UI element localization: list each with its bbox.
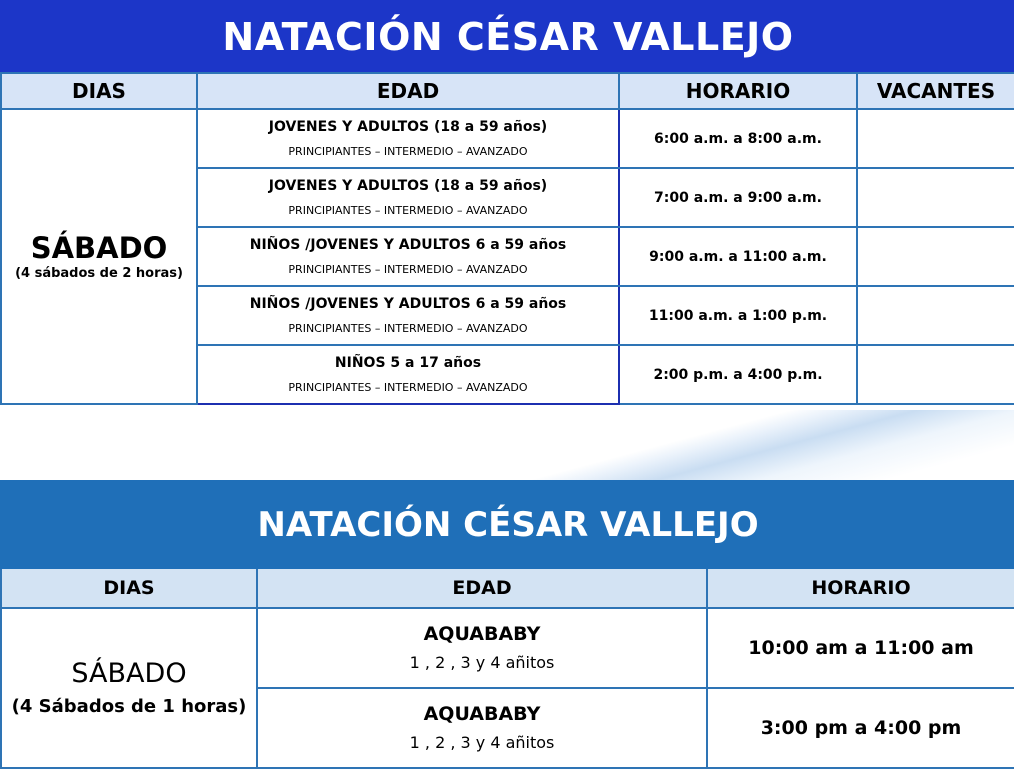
- schedule-cell: 3:00 pm a 4:00 pm: [707, 688, 1014, 768]
- age-cell: [197, 227, 619, 286]
- age-cell: [197, 345, 619, 404]
- table-row: [1, 109, 1014, 168]
- column-header-age: EDAD: [197, 73, 619, 109]
- age-group: JOVENES Y ADULTOS (18 a 59 años): [268, 177, 548, 194]
- age-cell: [257, 608, 707, 688]
- skill-levels: PRINCIPIANTES – INTERMEDIO – AVANZADO: [288, 380, 528, 394]
- age-cell: [197, 286, 619, 345]
- day-name: SÁBADO: [71, 658, 187, 689]
- schedule-cell: 7:00 a.m. a 9:00 a.m.: [619, 168, 857, 227]
- column-header-days: DIAS: [1, 73, 197, 109]
- day-cell: [1, 608, 257, 768]
- vacancies-cell: [857, 286, 1014, 345]
- age-group: NIÑOS 5 a 17 años: [334, 354, 482, 371]
- age-group: NIÑOS /JOVENES Y ADULTOS 6 a 59 años: [249, 295, 567, 312]
- schedule-cell: 2:00 p.m. a 4:00 p.m.: [619, 345, 857, 404]
- age-cell: [257, 688, 707, 768]
- table-title: NATACIÓN CÉSAR VALLEJO: [1, 481, 1014, 568]
- column-header-vacancies: VACANTES: [857, 73, 1014, 109]
- decorative-wave-band: [0, 410, 1014, 480]
- header-row: [1, 73, 1014, 109]
- column-header-schedule: HORARIO: [707, 568, 1014, 608]
- skill-levels: PRINCIPIANTES – INTERMEDIO – AVANZADO: [288, 321, 528, 335]
- skill-levels: PRINCIPIANTES – INTERMEDIO – AVANZADO: [288, 262, 528, 276]
- table-title: NATACIÓN CÉSAR VALLEJO: [1, 1, 1014, 73]
- vacancies-cell: [857, 227, 1014, 286]
- skill-levels: PRINCIPIANTES – INTERMEDIO – AVANZADO: [288, 144, 528, 158]
- age-group: JOVENES Y ADULTOS (18 a 59 años): [268, 118, 548, 135]
- skill-levels: PRINCIPIANTES – INTERMEDIO – AVANZADO: [288, 203, 528, 217]
- column-header-schedule: HORARIO: [619, 73, 857, 109]
- vacancies-cell: [857, 109, 1014, 168]
- column-header-days: DIAS: [1, 568, 257, 608]
- day-detail: (4 sábados de 2 horas): [15, 265, 183, 281]
- vacancies-cell: [857, 168, 1014, 227]
- schedule-cell: 6:00 a.m. a 8:00 a.m.: [619, 109, 857, 168]
- age-cell: [197, 109, 619, 168]
- program-name: AQUABABY: [423, 623, 541, 645]
- schedule-cell: 9:00 a.m. a 11:00 a.m.: [619, 227, 857, 286]
- age-range: 1 , 2 , 3 y 4 añitos: [409, 653, 555, 672]
- day-name: SÁBADO: [30, 230, 168, 265]
- schedule-cell: 11:00 a.m. a 1:00 p.m.: [619, 286, 857, 345]
- age-cell: [197, 168, 619, 227]
- day-cell: [1, 109, 197, 404]
- column-header-age: EDAD: [257, 568, 707, 608]
- day-detail: (4 Sábados de 1 horas): [11, 696, 247, 717]
- program-name: AQUABABY: [423, 703, 541, 725]
- schedule-table-aquababy: [0, 480, 1014, 769]
- age-group: NIÑOS /JOVENES Y ADULTOS 6 a 59 años: [249, 236, 567, 253]
- header-row: [1, 568, 1014, 608]
- table-row: [1, 608, 1014, 688]
- schedule-cell: 10:00 am a 11:00 am: [707, 608, 1014, 688]
- vacancies-cell: [857, 345, 1014, 404]
- age-range: 1 , 2 , 3 y 4 añitos: [409, 733, 555, 752]
